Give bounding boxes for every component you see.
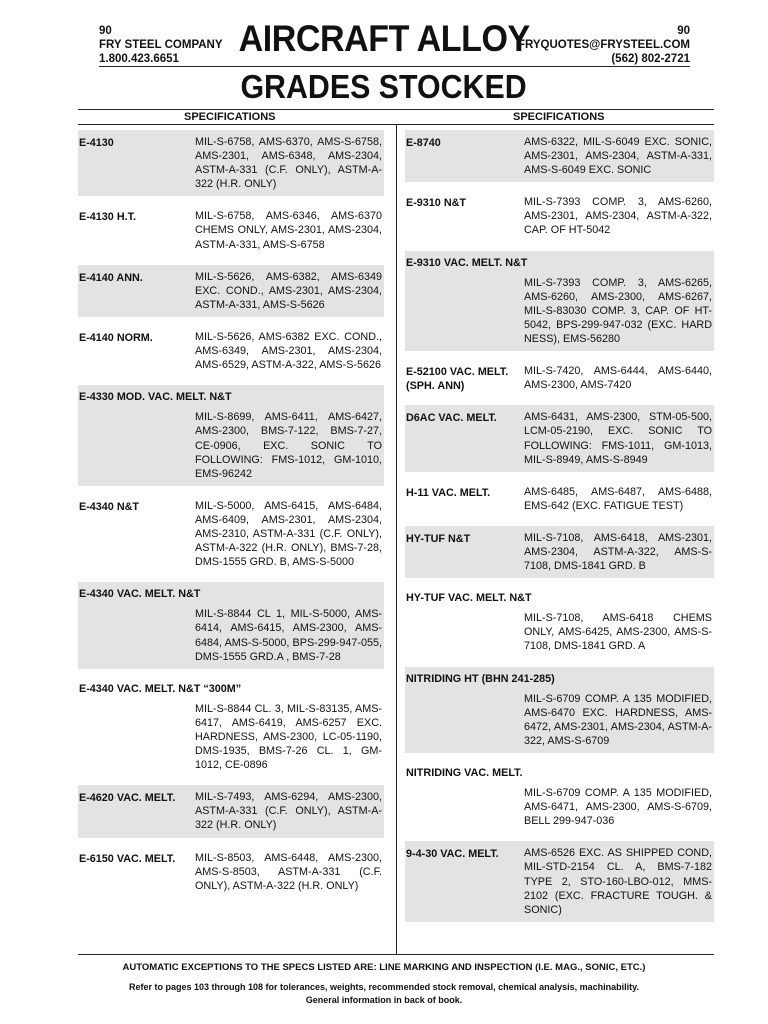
grade-entry [78,785,384,837]
left-column [78,127,384,906]
reference-note-line2: General information in back of book. [305,995,463,1005]
phone-left: 1.800.423.6651 [99,53,179,65]
grade-name: HY-TUF VAC. MELT. N&T [406,592,532,605]
grade-entry [78,846,384,898]
page-number-left: 90 [99,25,112,37]
grade-name: E-6150 VAC. MELT. [79,852,176,865]
grade-specs: MIL-S-8844 CL. 3, MIL-S-83135, AMS-6417, AMS-6419, AMS-6257 EXC. HARDNESS, AMS-2300, LC-05-1190, DMS-1935, BMS-7-26 CL. 1, GM-1012, CE-0896 [195,702,382,772]
reference-note [0,981,768,1007]
grade-name: 9-4-30 VAC. MELT. [406,848,499,861]
grade-name: E-52100 VAC. MELT. (SPH. ANN) [406,366,509,393]
grade-entry [78,494,384,574]
spec-header-left: SPECIFICATIONS [184,111,276,123]
grade-entry [78,582,384,668]
grade-name: E-4140 ANN. [79,271,143,284]
grade-name: E-4620 VAC. MELT. [79,792,176,805]
grade-entry [405,359,714,397]
grade-entry [405,761,714,833]
grade-specs: AMS-6485, AMS-6487, AMS-6488, EMS-642 (EXC. FATIGUE TEST) [524,485,712,512]
grade-name: H-11 VAC. MELT. [406,486,491,499]
grade-entry [78,265,384,317]
page-subtitle [0,68,768,106]
grade-entry [405,480,714,518]
spec-header-right: SPECIFICATIONS [513,111,605,123]
grade-specs: MIL-S-7393 COMP. 3, AMS-6260, AMS-2301, AMS-2304, ASTM-A-322, CAP. OF HT-5042 [524,196,712,237]
grade-name: E-9310 N&T [406,197,467,210]
page-subtitle-text: GRADES STOCKED [240,68,528,105]
column-divider [396,124,397,954]
grade-name: NITRIDING HT (BHN 241-285) [406,672,555,685]
grade-specs: MIL-S-7493, AMS-6294, AMS-2300, ASTM-A-331 (C.F. ONLY), ASTM-A-322 (H.R. ONLY) [195,791,382,832]
grade-specs: MIL-S-6758, AMS-6370, AMS-S-6758, AMS-2301, AMS-6348, AMS-2304, ASTM-A-331 (C.F. ONLY), ASTM-A-322 (H.R. ONLY) [195,136,382,191]
grade-name: E-4340 VAC. MELT. N&T [79,588,201,601]
grade-entry [405,190,714,242]
header-right-info [518,24,690,66]
grade-specs: MIL-S-7108, AMS-6418 CHEMS ONLY, AMS-6425, AMS-2300, AMS-S-7108, DMS-1841 GRD. A [524,612,712,653]
company-name: FRY STEEL COMPANY [99,39,223,51]
grade-specs: MIL-S-7393 COMP. 3, AMS-6265, AMS-6260, AMS-2300, AMS-6267, MIL-S-83030 COMP. 3, CAP. OF HT-5042, BPS-299-947-032 (EXC. HARD NESS), EMS-56280 [524,276,712,346]
footer-rule [78,954,714,955]
grade-entry [405,405,714,471]
right-column [405,127,714,930]
grade-specs: AMS-6322, MIL-S-6049 EXC. SONIC, AMS-2301, AMS-2304, ASTM-A-331, AMS-S-6049 EXC. SONIC [524,136,712,177]
grade-name: HY-TUF N&T [406,532,471,545]
grade-specs: MIL-S-7420, AMS-6444, AMS-6440, AMS-2300, AMS-7420 [524,365,712,392]
email-link[interactable]: FRYQUOTES@FRYSTEEL.COM [517,39,690,51]
grade-entry [78,385,384,486]
grade-entry [405,526,714,578]
grade-name: E-4340 VAC. MELT. N&T “300M” [79,682,242,695]
grade-entry [405,841,714,921]
grade-entry [405,586,714,658]
exceptions-note: AUTOMATIC EXCEPTIONS TO THE SPECS LISTED ARE: LINE MARKING AND INSPECTION (I.E. MAG., SONIC, ETC.) [122,962,646,973]
phone-right: (562) 802-2721 [611,53,690,65]
grade-specs: MIL-S-8503, AMS-6448, AMS-2300, AMS-S-8503, ASTM-A-331 (C.F. ONLY), ASTM-A-322 (H.R. ONLY) [195,851,382,892]
grade-name: E-4130 H.T. [79,211,137,224]
grade-entry [78,325,384,377]
grade-specs: MIL-S-6758, AMS-6346, AMS-6370 CHEMS ONLY, AMS-2301, AMS-2304, ASTM-A-331, AMS-S-6758 [195,210,382,251]
grade-entry [78,677,384,778]
grade-name: D6AC VAC. MELT. [406,412,497,425]
grade-entry [78,130,384,196]
grade-specs: MIL-S-5626, AMS-6382, AMS-6349 EXC. COND., AMS-2301, AMS-2304, ASTM-A-331, AMS-S-5626 [195,270,382,311]
page-number-right: 90 [677,25,690,37]
reference-note-line1: Refer to pages 103 through 108 for tolerances, weights, recommended stock removal, chemical analysis, machinability. [128,982,639,992]
grade-specs: MIL-S-8844 CL 1, MIL-S-5000, AMS-6414, AMS-6415, AMS-2300, AMS-6484, AMS-S-5000, BPS-299-947-055, DMS-1555 GRD.A , BMS-7-28 [195,608,382,663]
grade-entry [405,251,714,352]
grade-name: E-8740 [406,137,441,149]
grade-name: E-4130 [79,137,114,149]
grade-specs: MIL-S-7108, AMS-6418, AMS-2301, AMS-2304, ASTM-A-322, AMS-S-7108, DMS-1841 GRD. B [524,531,712,573]
spec-header-top-rule [78,109,714,110]
grade-name: E-9310 VAC. MELT. N&T [406,256,528,269]
grade-name: E-4340 N&T [79,500,140,513]
grade-specs: AMS-6431, AMS-2300, STM-05-500, LCM-05-2190, EXC. SONIC TO FOLLOWING: FMS-1011, GM-1013, MIL-S-8949, AMS-S-8949 [524,411,712,466]
grade-entry [405,667,714,753]
page-title-text: AIRCRAFT ALLOY [238,18,530,59]
grade-specs: MIL-S-5000, AMS-6415, AMS-6484, AMS-6409, AMS-2301, AMS-2304, AMS-2310, ASTM-A-331 (C.F. ONLY), ASTM-A-322 (H.R. ONLY), BMS-7-28, DMS-1555 GRD. B, AMS-S-5000 [195,499,382,569]
grade-name: E-4140 NORM. [79,331,153,344]
grade-entry [78,204,384,256]
grade-entry [405,130,714,182]
grade-specs: MIL-S-5626, AMS-6382 EXC. COND., AMS-6349, AMS-2301, AMS-2304, AMS-6529, ASTM-A-322, AMS-S-5626 [195,330,382,372]
grade-specs: MIL-S-6709 COMP. A 135 MODIFIED, AMS-6471, AMS-2300, AMS-S-6709, BELL 299-947-036 [524,787,712,828]
grade-name: NITRIDING VAC. MELT. [406,767,523,779]
grade-specs: AMS-6526 EXC. AS SHIPPED COND, MIL-STD-2154 CL. A, BMS-7-182 TYPE 2, STO-160-LBO-012, MMS-2102 (EXC. FRACTURE TOUGH. & SONIC) [524,847,712,916]
grade-specs: MIL-S-8699, AMS-6411, AMS-6427, AMS-2300, BMS-7-122, BMS-7-27, CE-0906, EXC. SONIC TO FOLLOWING: FMS-1012, GM-1010, EMS-96242 [195,411,382,480]
grade-name: E-4330 MOD. VAC. MELT. N&T [79,391,232,404]
grade-specs: MIL-S-6709 COMP. A 135 MODIFIED, AMS-6470 EXC. HARDNESS, AMS-6472, AMS-2301, AMS-2304, ASTM-A-322, AMS-S-6709 [524,692,712,747]
header-divider [99,66,690,67]
